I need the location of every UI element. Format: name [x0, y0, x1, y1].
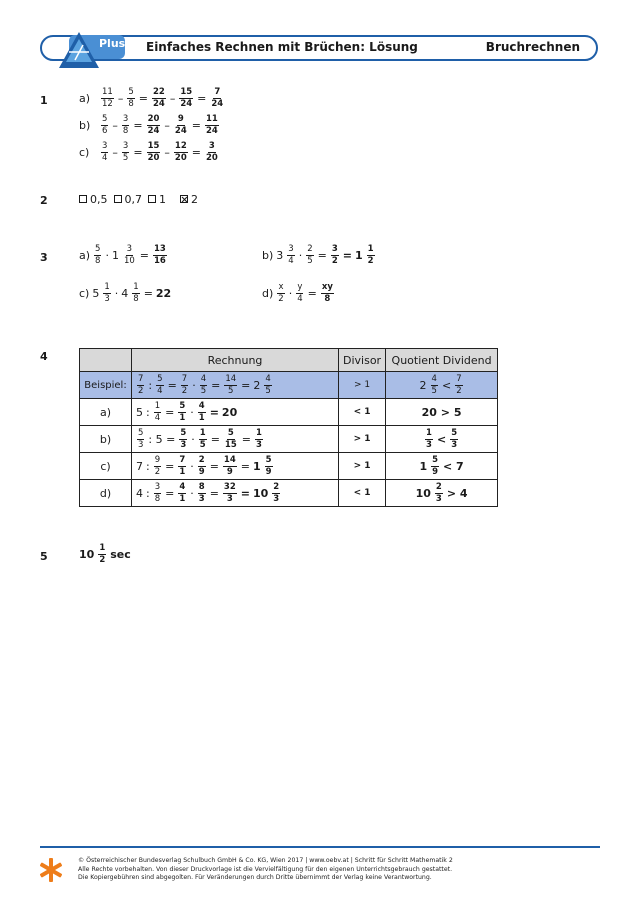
label: c): [79, 145, 90, 159]
fraction: 11 12: [102, 87, 113, 109]
divisor: > 1: [339, 453, 386, 480]
fraction: $\frac{7}{24}$: [211, 87, 224, 109]
table-row-example: [80, 372, 498, 399]
comparison: 10 2 3 > 4: [386, 480, 498, 507]
fraction: 3 4: [288, 244, 294, 266]
whole: 1: [111, 248, 119, 262]
calculation: 5 3 : 5 = $\frac{5}{3}$ · $\frac{1}{5}$ = $\frac{5}{15}$ = $\frac{1}{3}$: [132, 426, 339, 453]
topic-label: Bruchrechnen: [485, 40, 580, 54]
checkbox: [79, 195, 87, 203]
fraction: 3 4: [102, 141, 108, 163]
task2-options: [79, 193, 198, 206]
equals: =: [139, 248, 150, 262]
fraction: $\frac{22}{24}$: [152, 87, 165, 109]
footer-divider: [40, 846, 600, 848]
fraction: 5 8: [95, 244, 101, 266]
label: b): [262, 248, 274, 262]
row-label: Beispiel:: [80, 372, 132, 399]
label: d): [262, 286, 274, 300]
equals: =: [191, 118, 201, 132]
result: 22: [155, 286, 172, 300]
task3-a: [79, 245, 168, 265]
fraction: $\frac{3}{8}$: [122, 114, 129, 136]
label: a): [79, 91, 91, 105]
option: 0,5: [79, 193, 108, 206]
option: 2: [180, 193, 198, 206]
header-cell: Divisor: [339, 349, 386, 372]
header-cell: Rechnung: [132, 349, 339, 372]
task1-b: [79, 115, 220, 135]
fraction: 1 2: [99, 543, 106, 565]
fraction: $\frac{12}{20}$: [174, 141, 187, 163]
option: 1: [148, 193, 166, 206]
calculation: 7 2 : $\frac{5}{4}$ = $\frac{7}{2}$ · $\frac{4}{5}$ = $\frac{14}{5}$ = 2 4 5: [132, 372, 339, 399]
plus-logo: [55, 30, 127, 70]
fraction: $\frac{13}{16}$: [154, 244, 166, 266]
footer-line: Die Kopiergebühren sind abgegolten. Für Veränderungen durch Dritte übernimmt der Verlag keine Verantwortung.: [78, 874, 432, 882]
equals: =: [317, 248, 327, 262]
task5-answer: [79, 544, 131, 564]
table-row: [80, 426, 498, 453]
operator: –: [164, 145, 170, 159]
operator: –: [112, 118, 118, 132]
label: b): [79, 118, 91, 132]
footer-line: © Österreichischer Bundesverlag Schulbuch GmbH & Co. KG, Wien 2017 | www.oebv.at | Schritt für Schritt Mathematik 2: [78, 857, 453, 864]
operator: –: [169, 91, 176, 105]
header-cell: [80, 349, 132, 372]
checkbox: [148, 195, 156, 203]
fraction: $\frac{2}{5}$: [307, 244, 313, 266]
operator: –: [164, 118, 170, 132]
comparison: 20 > 5: [386, 399, 498, 426]
fraction: $\frac{3}{2}$: [331, 244, 338, 266]
task-number: 1: [40, 94, 48, 107]
divisor: > 1: [339, 426, 386, 453]
table-row: [80, 453, 498, 480]
fraction: $\frac{15}{20}$: [147, 141, 160, 163]
fraction: $\frac{1}{8}$: [133, 282, 139, 304]
calculation: 4 : $\frac{3}{8}$ = $\frac{4}{1}$ · $\frac{8}{3}$ = $\frac{32}{3}$ = 10 2 3: [132, 480, 339, 507]
fraction: $\frac{9}{24}$: [174, 114, 187, 136]
fraction: $\frac{15}{24}$: [180, 87, 193, 109]
unit: sec: [110, 547, 131, 561]
equals: =: [191, 145, 201, 159]
fraction: x 2: [278, 282, 284, 304]
logo-text: Plus: [99, 37, 126, 50]
task-number: 3: [40, 251, 48, 264]
task3-b: [262, 245, 376, 265]
fraction: $\frac{20}{24}$: [147, 114, 160, 136]
page-title: Einfaches Rechnen mit Brüchen: Lösung: [146, 40, 418, 54]
equals: =: [307, 286, 317, 300]
fraction: $\frac{3}{20}$: [205, 141, 218, 163]
fraction: $\frac{y}{4}$: [297, 282, 303, 304]
equals: =: [197, 91, 207, 105]
checkbox-checked: [180, 195, 188, 203]
fraction: $\frac{3}{10}$: [123, 244, 135, 266]
result-table: [79, 348, 498, 507]
divisor: > 1: [339, 372, 386, 399]
publisher-logo-icon: [38, 857, 64, 883]
divisor: < 1: [339, 399, 386, 426]
table-row: [80, 480, 498, 507]
whole: 10: [79, 547, 95, 561]
fraction: $\frac{5}{8}$: [128, 87, 134, 109]
comparison: 2 4 5 < 7 2: [386, 372, 498, 399]
equals: =: [342, 248, 352, 262]
operator: –: [117, 91, 124, 105]
comparison: 1 5 9 < 7: [386, 453, 498, 480]
calculation: 7 : $\frac{9}{2}$ = $\frac{7}{1}$ · $\frac{2}{9}$ = $\frac{14}{9}$ = 1 5 9: [132, 453, 339, 480]
equals: =: [133, 145, 143, 159]
equals: =: [138, 91, 148, 105]
label: a): [79, 248, 91, 262]
footer-line: Alle Rechte vorbehalten. Von dieser Druckvorlage ist die Vervielfältigung für den eigenen Unterrichtsgebrauch gestattet.: [78, 865, 453, 873]
operator: ·: [288, 286, 293, 300]
option: 0,7: [114, 193, 143, 206]
divisor: < 1: [339, 480, 386, 507]
row-label: a): [80, 399, 132, 426]
task-number: 2: [40, 194, 48, 207]
label: c): [79, 286, 90, 300]
equals: =: [133, 118, 143, 132]
table-row: [80, 399, 498, 426]
fraction: $\frac{xy}{8}$: [321, 282, 333, 304]
header-cell: Quotient Dividend: [386, 349, 498, 372]
table-header: [80, 349, 498, 372]
task3-c: [79, 283, 171, 303]
task-number: 4: [40, 350, 48, 363]
fraction: 1 2: [367, 244, 374, 266]
fraction: 1 3: [104, 282, 110, 304]
task1-a: [79, 88, 225, 108]
operator: ·: [298, 248, 303, 262]
whole: 1: [354, 248, 363, 262]
row-label: c): [80, 453, 132, 480]
task1-c: [79, 142, 220, 162]
task-number: 5: [40, 550, 48, 563]
whole: 3: [276, 248, 284, 262]
fraction: $\frac{3}{5}$: [122, 141, 129, 163]
whole: 5: [92, 286, 100, 300]
operator: ·: [105, 248, 109, 262]
footer-text: [78, 857, 453, 883]
task3-d: [262, 283, 335, 303]
checkbox: [114, 195, 122, 203]
comparison: 1 3 < 5 3: [386, 426, 498, 453]
calculation: 5 : $\frac{1}{4}$ = $\frac{5}{1}$ · $\frac{4}{1}$ = 20: [132, 399, 339, 426]
fraction: $\frac{11}{24}$: [205, 114, 218, 136]
operator: –: [112, 145, 118, 159]
whole: 4: [121, 286, 129, 300]
equals: =: [143, 286, 153, 300]
fraction: 5 6: [102, 114, 108, 136]
row-label: d): [80, 480, 132, 507]
row-label: b): [80, 426, 132, 453]
operator: ·: [114, 286, 119, 300]
